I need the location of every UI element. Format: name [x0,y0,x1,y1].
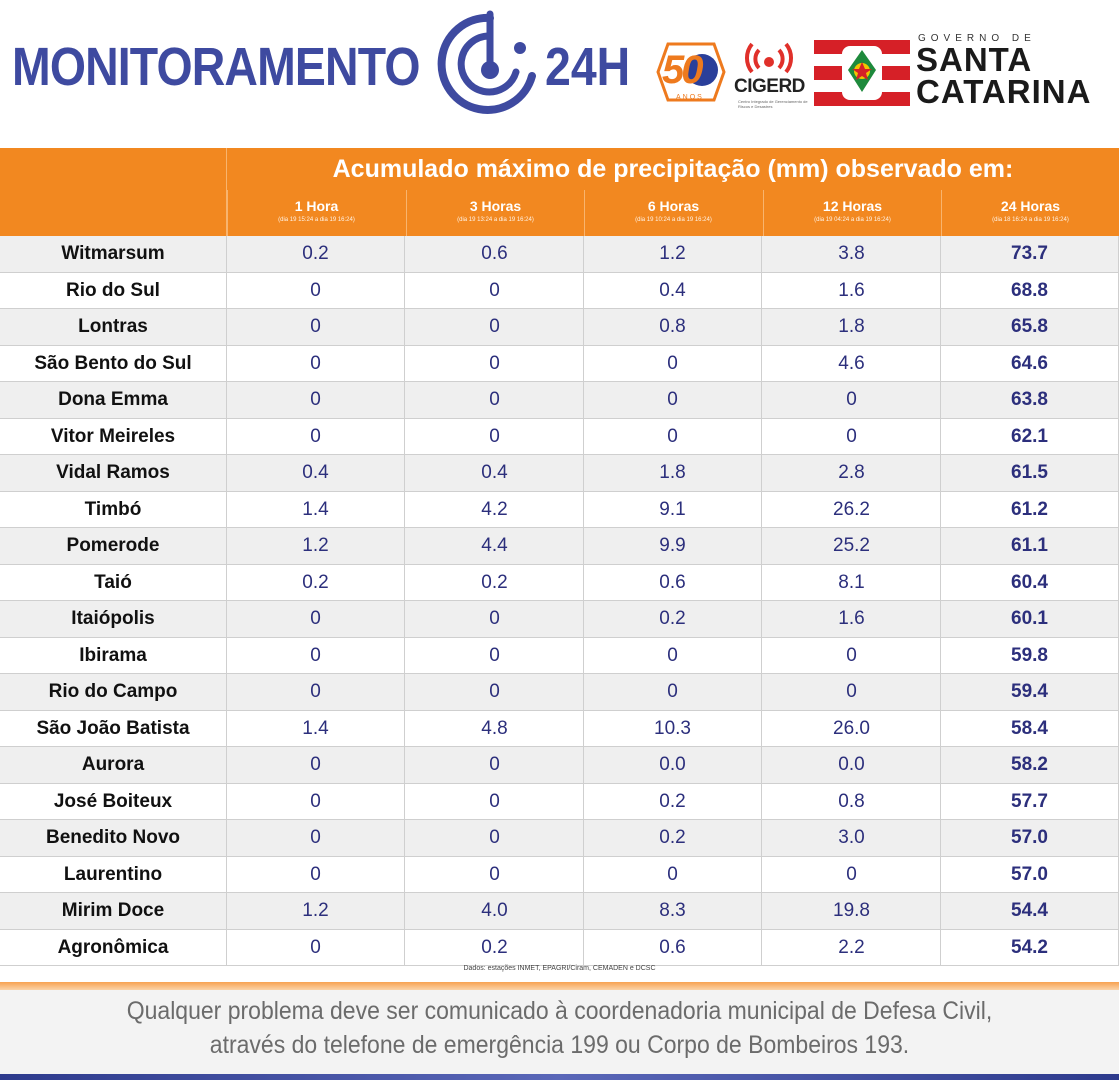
column-header-6h [584,190,762,236]
column-header-3h [406,190,584,236]
table-corner-cell [0,148,227,236]
rainfall-value: 0 [227,346,405,382]
rainfall-value: 8.3 [584,893,762,929]
rainfall-value: 59.4 [941,674,1119,710]
rainfall-value: 0.6 [406,236,584,272]
table-row [0,893,1119,930]
city-name: Mirim Doce [0,893,227,929]
table-row [0,857,1119,894]
state-name-line1: SANTA [916,41,1033,78]
table-row [0,747,1119,784]
city-name: Rio do Sul [0,273,227,309]
rainfall-value: 0 [584,857,762,893]
city-name: Ibirama [0,638,227,674]
rainfall-value: 3.0 [763,820,941,856]
column-header-period: (dia 18 16:24 a dia 19 16:24) [992,217,1069,223]
rainfall-value: 0.2 [227,236,405,272]
rainfall-value: 0.2 [227,565,405,601]
rainfall-value: 0 [406,638,584,674]
city-name: São Bento do Sul [0,346,227,382]
rainfall-value: 0 [406,382,584,418]
table-row [0,638,1119,675]
cigerd-signal-icon [744,36,794,76]
rainfall-value: 60.1 [941,601,1119,637]
monitoring-radar-icon [436,10,544,122]
column-header-label: 1 Hora [294,198,339,214]
city-name: Benedito Novo [0,820,227,856]
column-header-24h [941,190,1119,236]
rainfall-value: 61.1 [941,528,1119,564]
anniversary-50-sub: ANOS [676,94,704,101]
city-name: José Boiteux [0,784,227,820]
cigerd-title: CIGERD [734,76,805,97]
rainfall-value: 9.9 [584,528,762,564]
rainfall-value: 64.6 [941,346,1119,382]
footer-message [45,994,1074,1062]
city-name: Pomerode [0,528,227,564]
rainfall-value: 1.2 [227,893,405,929]
rainfall-value: 0.0 [763,747,941,783]
rainfall-value: 0.2 [584,601,762,637]
rainfall-value: 0 [406,857,584,893]
city-name: Rio do Campo [0,674,227,710]
column-header-label: 12 Horas [822,198,883,214]
table-row [0,346,1119,383]
city-name: Aurora [0,747,227,783]
rainfall-value: 61.5 [941,455,1119,491]
rainfall-value: 0.4 [227,455,405,491]
rainfall-value: 58.4 [941,711,1119,747]
rainfall-value: 57.7 [941,784,1119,820]
table-row [0,382,1119,419]
rainfall-value: 0 [584,674,762,710]
rainfall-value: 0 [227,747,405,783]
rainfall-value: 0 [763,857,941,893]
table-row [0,711,1119,748]
rainfall-value: 73.7 [941,236,1119,272]
state-name-line2: CATARINA [916,73,1092,110]
cigerd-subtitle: Centro Integrado de Gerenciamento de Riscos e Desastres [738,99,808,109]
rainfall-value: 0.2 [584,784,762,820]
rainfall-value: 4.0 [406,893,584,929]
rainfall-value: 0.2 [406,930,584,966]
rainfall-value: 0.4 [406,455,584,491]
rainfall-value: 26.2 [763,492,941,528]
rainfall-value: 0.0 [584,747,762,783]
rainfall-value: 60.4 [941,565,1119,601]
divider [0,982,1119,990]
rainfall-value: 0 [763,382,941,418]
state-name [916,41,1092,110]
rainfall-value: 3.8 [763,236,941,272]
rainfall-value: 0 [763,419,941,455]
rainfall-value: 0 [584,638,762,674]
rainfall-value: 1.6 [763,601,941,637]
rainfall-value: 2.2 [763,930,941,966]
header [0,0,1119,148]
rainfall-value: 59.8 [941,638,1119,674]
rainfall-value: 0.4 [584,273,762,309]
rainfall-value: 25.2 [763,528,941,564]
city-name: Timbó [0,492,227,528]
column-header-period: (dia 19 04:24 a dia 19 16:24) [814,217,891,223]
rainfall-value: 1.6 [763,273,941,309]
table-row [0,601,1119,638]
rainfall-value: 8.1 [763,565,941,601]
rainfall-value: 0 [763,638,941,674]
rainfall-value: 0.6 [584,565,762,601]
rainfall-value: 0 [584,346,762,382]
rainfall-value: 0 [406,784,584,820]
rainfall-value: 9.1 [584,492,762,528]
rainfall-value: 4.6 [763,346,941,382]
rainfall-value: 1.8 [584,455,762,491]
column-header-12h [763,190,941,236]
column-header-1h [227,190,405,236]
rainfall-value: 0.2 [406,565,584,601]
footer-line-2: através do telefone de emergência 199 ou Corpo de Bombeiros 193. [209,1031,910,1059]
rainfall-value: 0 [406,747,584,783]
table-row [0,419,1119,456]
anniversary-50-text: 50 [662,48,701,92]
rainfall-value: 2.8 [763,455,941,491]
rainfall-value: 0 [227,784,405,820]
table-row [0,820,1119,857]
brand-title: MONITORAMENTO [12,37,420,97]
rainfall-value: 26.0 [763,711,941,747]
rainfall-value: 0 [227,930,405,966]
city-name: Vitor Meireles [0,419,227,455]
city-name: Itaiópolis [0,601,227,637]
government-label: GOVERNO DE [918,33,1036,44]
rainfall-value: 1.2 [584,236,762,272]
city-name: Dona Emma [0,382,227,418]
rainfall-value: 0 [227,857,405,893]
rainfall-value: 4.8 [406,711,584,747]
table-row [0,236,1119,273]
rainfall-value: 0 [227,674,405,710]
city-name: Lontras [0,309,227,345]
rainfall-value: 0 [227,820,405,856]
rainfall-value: 0 [227,309,405,345]
rainfall-value: 61.2 [941,492,1119,528]
column-header-label: 3 Horas [469,198,522,214]
santa-catarina-flag-icon [814,40,910,106]
rainfall-value: 58.2 [941,747,1119,783]
rainfall-value: 19.8 [763,893,941,929]
rainfall-value: 62.1 [941,419,1119,455]
rainfall-value: 0 [227,419,405,455]
city-name: Taió [0,565,227,601]
rainfall-value: 0.6 [584,930,762,966]
rainfall-value: 0 [406,820,584,856]
rainfall-value: 1.4 [227,711,405,747]
rainfall-value: 0.8 [584,309,762,345]
rainfall-value: 63.8 [941,382,1119,418]
city-name: Vidal Ramos [0,455,227,491]
column-header-label: 6 Horas [647,198,700,214]
rainfall-value: 0 [406,273,584,309]
table-row [0,492,1119,529]
city-name: São João Batista [0,711,227,747]
table-row [0,565,1119,602]
rainfall-value: 0 [227,382,405,418]
rainfall-value: 0 [763,674,941,710]
rainfall-value: 0 [227,638,405,674]
city-name: Agronômica [0,930,227,966]
city-name: Laurentino [0,857,227,893]
column-header-period: (dia 19 10:24 a dia 19 16:24) [635,217,712,223]
data-source: Dados: estações INMET, EPAGRI/Ciram, CEMADEN e DCSC [463,965,656,972]
rainfall-value: 0 [406,419,584,455]
rainfall-value: 1.8 [763,309,941,345]
table-row [0,309,1119,346]
table-row [0,455,1119,492]
city-name: Witmarsum [0,236,227,272]
table-row [0,784,1119,821]
rainfall-value: 0 [406,674,584,710]
column-header-row [227,190,1119,236]
rainfall-value: 0 [584,419,762,455]
rainfall-value: 10.3 [584,711,762,747]
rainfall-value: 54.2 [941,930,1119,966]
rainfall-value: 54.4 [941,893,1119,929]
bottom-bar [0,1074,1119,1080]
rainfall-value: 57.0 [941,820,1119,856]
rainfall-value: 0 [406,346,584,382]
table-row [0,930,1119,967]
rainfall-value: 0 [406,601,584,637]
rainfall-value: 4.4 [406,528,584,564]
table-row [0,674,1119,711]
rainfall-value: 0 [227,601,405,637]
table-row [0,273,1119,310]
column-header-period: (dia 19 13:24 a dia 19 16:24) [457,217,534,223]
column-header-period: (dia 19 15:24 a dia 19 16:24) [278,217,355,223]
rainfall-value: 0.8 [763,784,941,820]
column-header-label: 24 Horas [1000,198,1061,214]
rainfall-value: 0.2 [584,820,762,856]
rainfall-value: 0 [584,382,762,418]
rainfall-value: 68.8 [941,273,1119,309]
brand-24h: 24H [545,37,631,97]
table-row [0,528,1119,565]
table-title: Acumulado máximo de precipitação (mm) observado em: [332,155,1014,183]
rainfall-value: 1.4 [227,492,405,528]
rainfall-value: 0 [406,309,584,345]
rainfall-value: 1.2 [227,528,405,564]
rainfall-value: 4.2 [406,492,584,528]
footer-line-1: Qualquer problema deve ser comunicado à coordenadoria municipal de Defesa Civil, [126,997,993,1025]
rainfall-value: 57.0 [941,857,1119,893]
rainfall-value: 0 [227,273,405,309]
rainfall-value: 65.8 [941,309,1119,345]
